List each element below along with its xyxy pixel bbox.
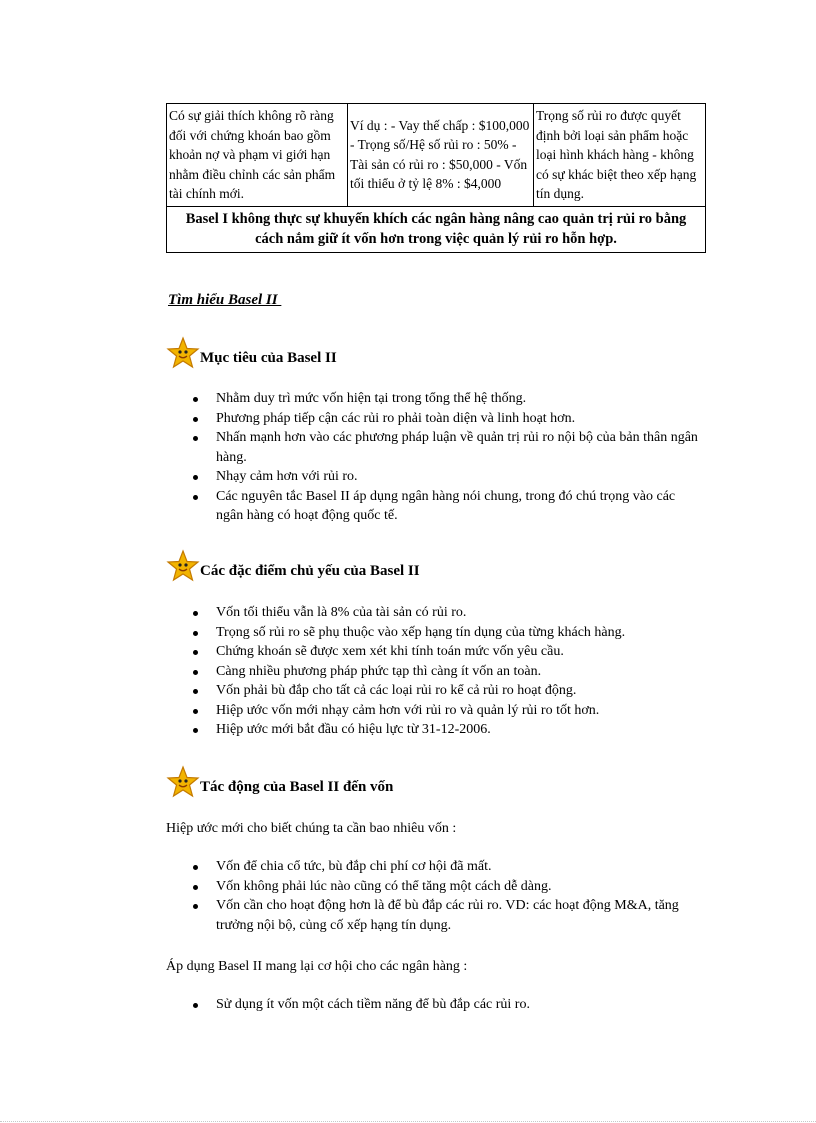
table-cell-risk-weight: Trọng số rủi ro được quyết định bởi loại sản phẩm hoặc loại hình khách hàng - không có sự khác biệt theo xếp hạng tín dụng.: [534, 104, 706, 207]
smiling-star-icon: [166, 549, 200, 583]
list-item: Vốn phải bù đắp cho tất cả các loại rủi ro kể cả rủi ro hoạt động.: [190, 681, 700, 701]
table-footer-row: [167, 206, 706, 252]
list-item: Vốn không phải lúc nào cũng có thể tăng một cách dễ dàng.: [190, 877, 700, 897]
list-item: Trọng số rủi ro sẽ phụ thuộc vào xếp hạng tín dụng của từng khách hàng.: [190, 623, 700, 643]
page-boundary-divider: [0, 1121, 816, 1122]
table-footer-note: Basel I không thực sự khuyến khích các ngân hàng nâng cao quản trị rủi ro bằng cách nắm giữ ít vốn hơn trong việc quản lý rủi ro hỗn hợp.: [167, 206, 706, 252]
section-title-key-features: [166, 543, 420, 583]
section-heading-basel-ii: Tìm hiểu Basel II: [168, 292, 282, 308]
smiling-star-icon: [166, 336, 200, 370]
table-cell-explanation: Có sự giải thích không rõ ràng đối với chứng khoán bao gồm khoản nợ và phạm vi giới hạn nhằm điều chỉnh các sản phẩm tài chính mới.: [167, 104, 348, 207]
capital-impact-intro: Hiệp ước mới cho biết chúng ta cần bao nhiêu vốn :: [166, 821, 457, 836]
smiling-star-icon: [166, 765, 200, 799]
list-item: Nhằm duy trì mức vốn hiện tại trong tổng thể hệ thống.: [190, 389, 700, 409]
list-item: Càng nhiều phương pháp phức tạp thì càng ít vốn an toàn.: [190, 662, 700, 682]
list-item: Vốn tối thiểu vẫn là 8% của tài sản có rủi ro.: [190, 603, 700, 623]
list-item: Hiệp ước mới bắt đầu có hiệu lực từ 31-12-2006.: [190, 720, 700, 740]
list-item: Sử dụng ít vốn một cách tiềm năng để bù đắp các rủi ro.: [190, 995, 700, 1015]
table-row: [167, 104, 706, 207]
list-item: Vốn cần cho hoạt động hơn là để bù đắp các rủi ro. VD: các hoạt động M&A, tăng trưởng nội bộ, củng cố xếp hạng tín dụng.: [190, 896, 700, 935]
capital-impact-list: [190, 857, 700, 935]
list-item: Nhạy cảm hơn với rủi ro.: [190, 467, 700, 487]
basel-i-comparison-table: [166, 103, 706, 253]
objectives-list: [190, 389, 700, 526]
section-title-objectives: [166, 330, 337, 370]
section-title-text: Tác động của Basel II đến vốn: [200, 779, 394, 795]
section-title-text: Các đặc điểm chủ yếu của Basel II: [200, 563, 420, 579]
list-item: Nhấn mạnh hơn vào các phương pháp luận về quản trị rủi ro nội bộ của bản thân ngân hàng.: [190, 428, 700, 467]
list-item: Chứng khoán sẽ được xem xét khi tính toán mức vốn yêu cầu.: [190, 642, 700, 662]
section-title-text: Mục tiêu của Basel II: [200, 350, 337, 366]
list-item: Các nguyên tắc Basel II áp dụng ngân hàng nói chung, trong đó chú trọng vào các ngân hàng có hoạt động quốc tế.: [190, 487, 700, 526]
list-item: Hiệp ước vốn mới nhạy cảm hơn với rủi ro và quản lý rủi ro tốt hơn.: [190, 701, 700, 721]
opportunities-list: [190, 995, 700, 1015]
list-item: Phương pháp tiếp cận các rủi ro phải toàn diện và linh hoạt hơn.: [190, 409, 700, 429]
list-item: Vốn để chia cổ tức, bù đắp chi phí cơ hội đã mất.: [190, 857, 700, 877]
section-title-capital-impact: [166, 759, 393, 799]
table-cell-example: Ví dụ : - Vay thế chấp : $100,000 - Trọng số/Hệ số rủi ro : 50% - Tài sản có rủi ro : $50,000 - Vốn tối thiểu ở tỷ lệ 8% : $4,000: [348, 104, 534, 207]
key-features-list: [190, 603, 700, 740]
opportunities-intro: Áp dụng Basel II mang lại cơ hội cho các ngân hàng :: [166, 959, 468, 974]
